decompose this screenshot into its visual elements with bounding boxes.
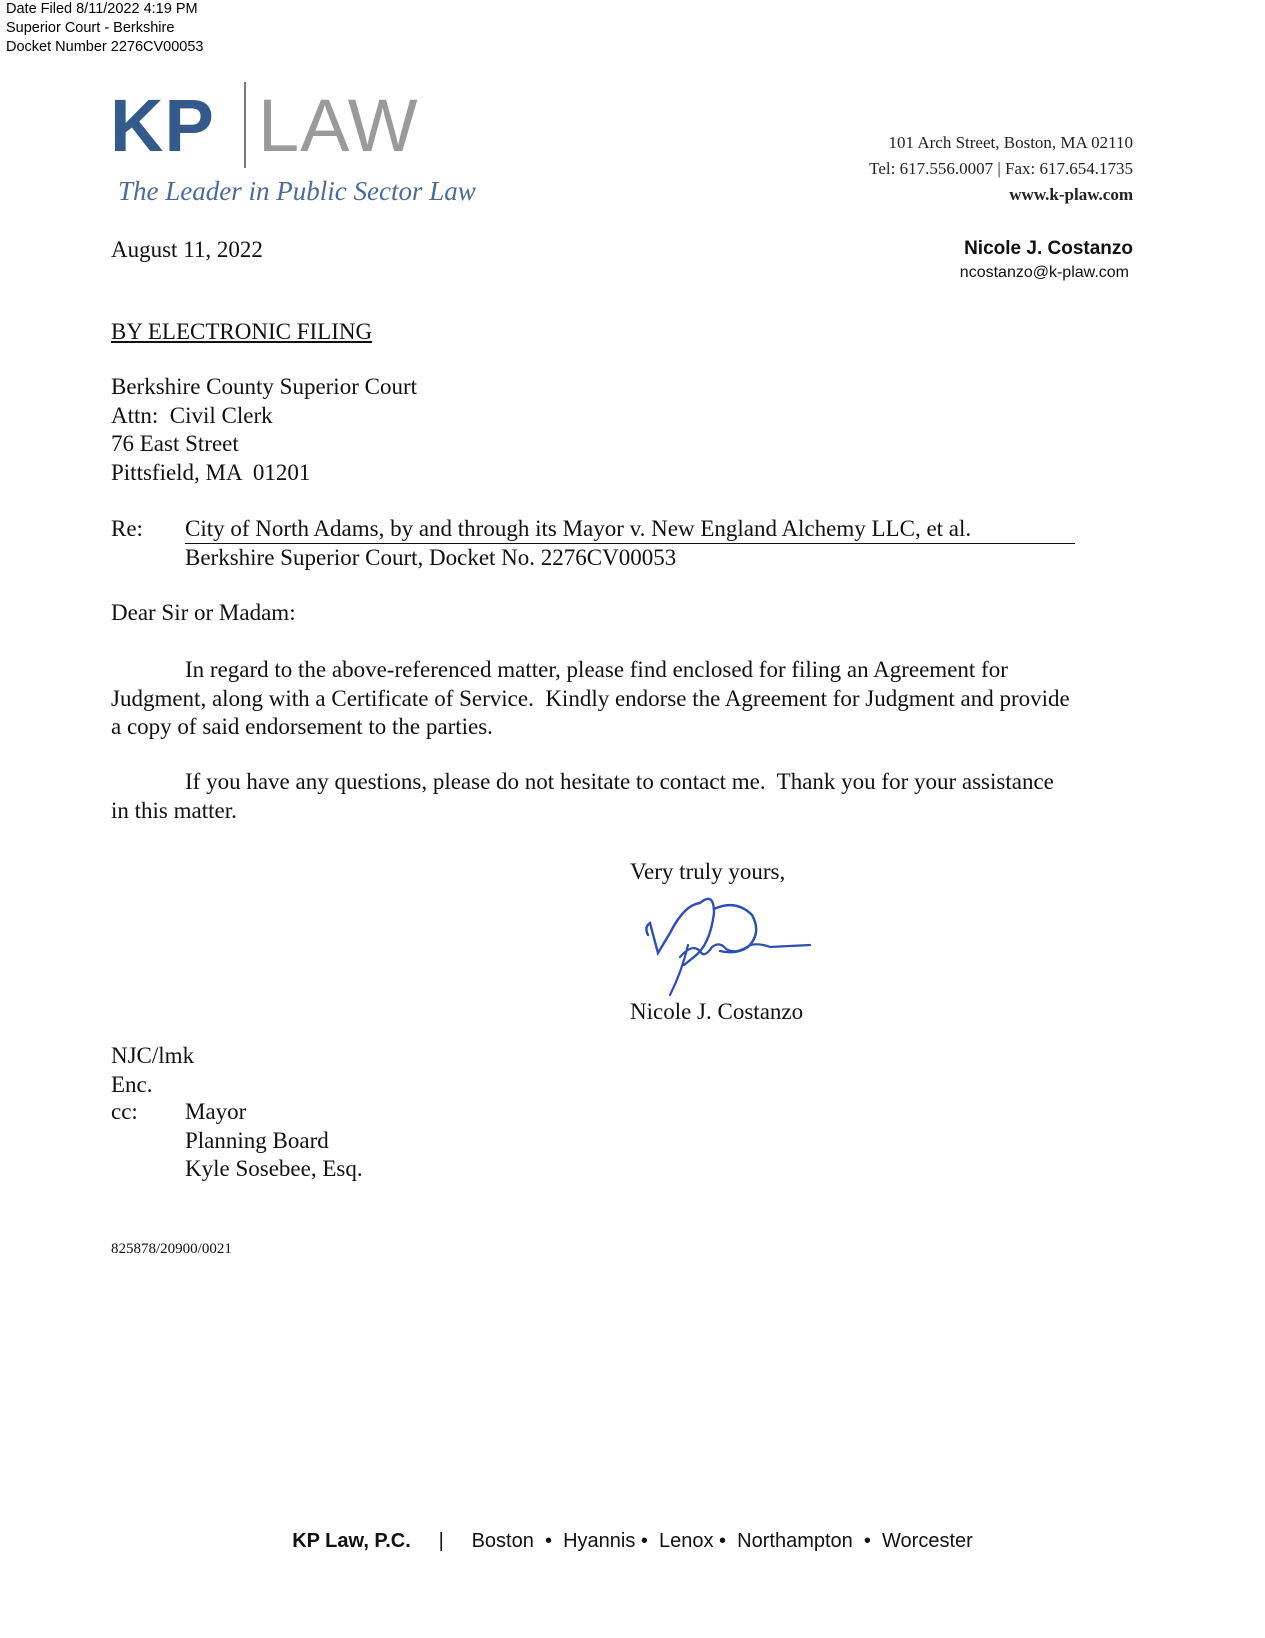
filing-stamp bbox=[6, 0, 203, 57]
recipient-address bbox=[111, 373, 417, 487]
footer-office: Worcester bbox=[882, 1530, 973, 1552]
author-name: Nicole J. Costanzo bbox=[964, 238, 1133, 259]
re-case-caption: City of North Adams, by and through its Mayor v. New England Alchemy LLC, et al. bbox=[185, 516, 972, 541]
salutation: Dear Sir or Madam: bbox=[111, 600, 296, 625]
recipient-line: Attn: Civil Clerk bbox=[111, 402, 273, 428]
cc-recipient: Mayor bbox=[185, 1099, 247, 1124]
author-email: ncostanzo@k-plaw.com bbox=[959, 264, 1129, 281]
footer-separator: | bbox=[438, 1530, 444, 1552]
footer-office: Lenox bbox=[659, 1530, 714, 1552]
re-underline bbox=[185, 543, 1075, 544]
logo-law: LAW bbox=[258, 84, 419, 167]
re-docket: Berkshire Superior Court, Docket No. 2276CV00053 bbox=[185, 544, 677, 570]
recipient-line: Pittsfield, MA 01201 bbox=[111, 459, 311, 485]
firm-website: www.k-plaw.com bbox=[1009, 185, 1133, 204]
firm-address-block bbox=[869, 130, 1133, 208]
logo-kp: KP bbox=[110, 84, 215, 167]
closing: Very truly yours, bbox=[630, 859, 786, 884]
cc-label: cc: bbox=[111, 1099, 138, 1124]
logo-divider bbox=[244, 82, 246, 168]
filing-docket: Docket Number 2276CV00053 bbox=[6, 39, 204, 55]
firm-address: 101 Arch Street, Boston, MA 02110 bbox=[888, 133, 1133, 152]
letter-date: August 11, 2022 bbox=[111, 237, 263, 262]
firm-phone-fax: Tel: 617.556.0007 | Fax: 617.654.1735 bbox=[869, 159, 1133, 178]
delivery-method: BY ELECTRONIC FILING bbox=[111, 319, 373, 344]
typist-initials-block bbox=[111, 1042, 194, 1099]
cc-list bbox=[185, 1098, 363, 1184]
body-paragraph: In regard to the above-referenced matter, please find enclosed for filing an Agreement for Judgment, along with a Certificate of Service. Kindly endorse the Agreement for Judgment and provide a copy of said endorsement to the parties. bbox=[111, 657, 1076, 739]
filing-court: Superior Court - Berkshire bbox=[6, 20, 175, 36]
page-footer: KP Law, P.C. | Boston • Hyannis • Lenox • Northampton • Worcester bbox=[292, 1530, 973, 1552]
re-label: Re: bbox=[111, 516, 143, 541]
author-block bbox=[960, 236, 1133, 284]
enclosure-note: Enc. bbox=[111, 1071, 153, 1097]
document-reference-number: 825878/20900/0021 bbox=[111, 1241, 232, 1257]
recipient-line: 76 East Street bbox=[111, 431, 239, 456]
footer-firm-name: KP Law, P.C. bbox=[292, 1530, 411, 1552]
body-paragraph: If you have any questions, please do not hesitate to contact me. Thank you for your assistance in this matter. bbox=[111, 769, 1060, 823]
filing-date: Date Filed 8/11/2022 4:19 PM bbox=[6, 1, 198, 17]
footer-office: Boston bbox=[471, 1530, 534, 1552]
footer-office: Northampton bbox=[737, 1530, 853, 1552]
cc-recipient: Kyle Sosebee, Esq. bbox=[185, 1156, 363, 1181]
typist-initials: NJC/lmk bbox=[111, 1043, 195, 1068]
cc-recipient: Planning Board bbox=[185, 1127, 329, 1153]
logo-tagline: The Leader in Public Sector Law bbox=[118, 176, 476, 206]
signatory-name: Nicole J. Costanzo bbox=[630, 999, 804, 1024]
recipient-line: Berkshire County Superior Court bbox=[111, 374, 417, 399]
footer-office: Hyannis bbox=[563, 1530, 636, 1552]
